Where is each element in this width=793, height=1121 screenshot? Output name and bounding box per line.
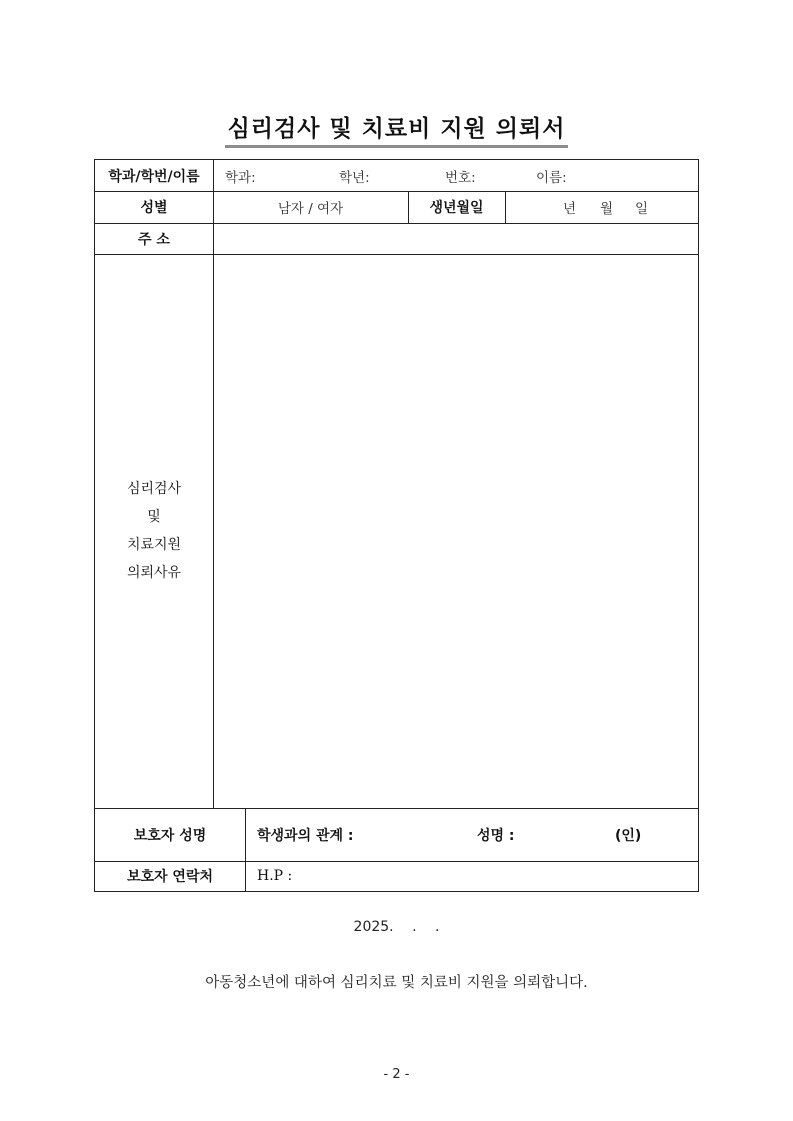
page-number: - 2 - <box>383 1067 410 1082</box>
birthdate-label: 생년월일 <box>429 200 484 216</box>
guardian-name-label: 보호자 성명 <box>133 827 207 844</box>
name-field[interactable]: 이름: <box>536 169 567 186</box>
request-form-table <box>94 159 699 892</box>
document-title-wrap <box>0 114 793 148</box>
column-divider <box>245 808 246 892</box>
reason-label-line1: 심리검사 <box>126 481 182 497</box>
birth-year-unit[interactable]: 년 <box>563 201 577 217</box>
birth-day-unit[interactable]: 일 <box>635 201 649 217</box>
request-date: 2025. . . <box>353 919 440 935</box>
guardian-contact-label: 보호자 연락처 <box>126 869 214 885</box>
address-label: 주 소 <box>138 231 170 248</box>
department-field[interactable]: 학과: <box>225 169 256 186</box>
phone-field[interactable]: H.P : <box>257 868 293 884</box>
guardian-name-field[interactable]: 성명 : <box>477 827 515 844</box>
gender-label: 성별 <box>140 200 168 216</box>
grade-field[interactable]: 학년: <box>339 169 370 186</box>
relationship-field[interactable]: 학생과의 관계 : <box>257 827 354 844</box>
reason-field[interactable] <box>214 255 698 807</box>
reason-label-line2: 및 <box>147 509 161 525</box>
reason-label <box>95 254 213 808</box>
seal-mark: (인) <box>615 827 642 844</box>
reason-label-line4: 의뢰사유 <box>126 565 182 581</box>
column-divider <box>505 191 506 223</box>
document-title: 심리검사 및 치료비 지원 의뢰서 <box>225 114 569 148</box>
reason-label-line3: 치료지원 <box>126 537 182 553</box>
request-statement: 아동청소년에 대하여 심리치료 및 치료비 지원을 의뢰합니다. <box>205 975 588 991</box>
student-info-label: 학과/학번/이름 <box>108 168 200 185</box>
address-field[interactable] <box>223 223 693 254</box>
birth-month-unit[interactable]: 월 <box>600 201 614 217</box>
number-field[interactable]: 번호: <box>445 169 476 186</box>
gender-options[interactable]: 남자 / 여자 <box>277 201 344 217</box>
